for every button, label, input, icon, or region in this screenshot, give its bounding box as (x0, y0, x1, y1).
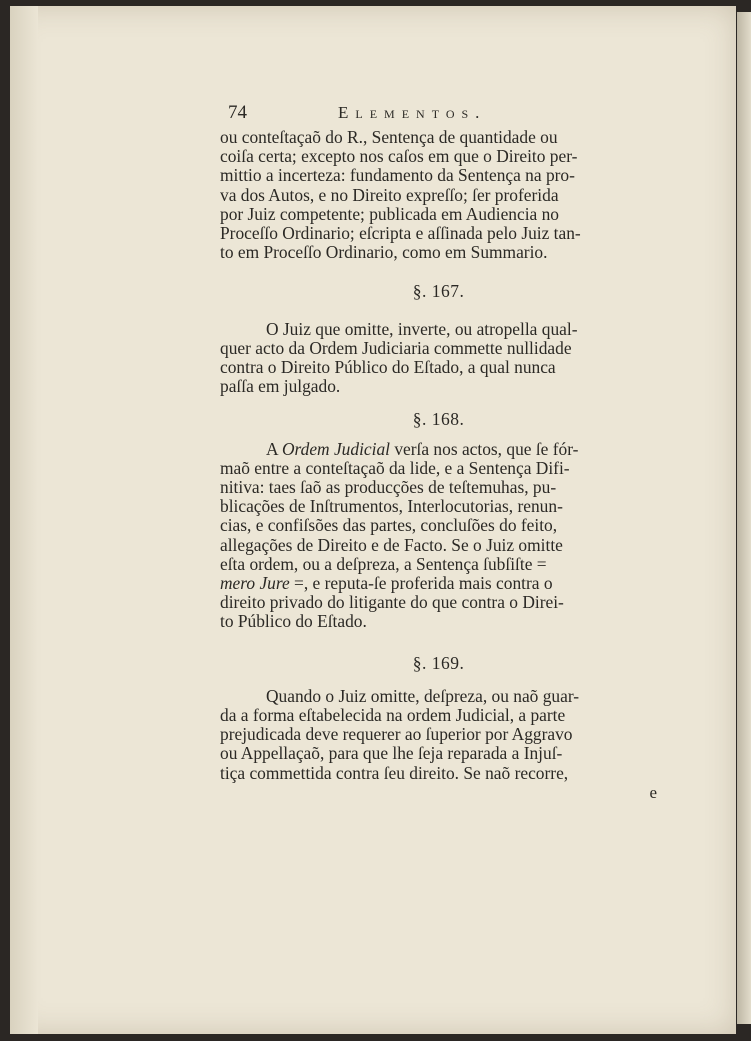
continuation-paragraph (220, 128, 657, 262)
text-line: coiſa certa; excepto nos caſos em que o Direito per- (220, 146, 578, 167)
text-fragment: A (266, 438, 282, 459)
text-line: tiça commettida contra ſeu direito. Se naõ recorre, (220, 762, 569, 783)
page-text-block (220, 98, 657, 803)
section-167-paragraph (220, 320, 657, 397)
text-line: quer acto da Ordem Judiciaria commette nullidade (220, 337, 572, 358)
section-168-paragraph (220, 440, 657, 632)
running-head (220, 98, 657, 128)
text-line: ou conteſtaçaõ do R., Sentença de quantidade ou (220, 127, 558, 147)
text-line: Quando o Juiz omitte, deſpreza, ou naõ guar- (266, 685, 580, 706)
running-title: Elementos. (338, 103, 487, 122)
text-line: mittio a incerteza: fundamento da Sentença na pro- (220, 165, 575, 186)
text-line: direito privado do litigante do que contra o Direi- (220, 592, 564, 613)
text-line: prejudicada deve requerer ao ſuperior por Aggravo (220, 724, 573, 745)
text-line: O Juiz que omitte, inverte, ou atropella qual- (266, 318, 578, 339)
text-line: por Juiz competente; publicada em Audiencia no (220, 203, 560, 224)
text-line: da a forma eſtabelecida na ordem Judicial, a parte (220, 705, 566, 726)
text-line: allegações de Direito e de Facto. Se o Juiz omitte (220, 534, 563, 555)
text-line: blicações de Inſtrumentos, Interlocutorias, renun- (220, 496, 563, 517)
text-line: Proceſſo Ordinario; eſcripta e aſſinada pelo Juiz tan- (220, 223, 581, 244)
text-line (220, 574, 657, 593)
text-line: eſta ordem, ou a deſpreza, a Sentença ſubſiſte = (220, 553, 547, 574)
text-fragment: =, e reputa-ſe proferida mais contra o (289, 573, 553, 594)
next-page-edge (737, 12, 751, 1024)
text-fragment: verſa nos actos, que ſe fór- (389, 438, 579, 459)
italic-term: mero Jure (220, 573, 290, 594)
text-line: nitiva: taes ſaõ as producções de teſtemuhas, pu- (220, 477, 557, 498)
text-line: cias, e confiſsões das partes, concluſões do feito, (220, 515, 558, 536)
catchword: e (649, 782, 657, 802)
text-line: va dos Autos, e no Direito expreſſo; ſer proferida (220, 184, 559, 205)
text-line (220, 440, 657, 459)
section-heading-169: §. 169. (412, 652, 465, 673)
page-gutter-shadow (10, 6, 38, 1034)
text-line: contra o Direito Público do Eſtado, a qual nunca (220, 357, 556, 378)
catchword-row (220, 783, 657, 803)
text-line: to em Proceſſo Ordinario, como em Summario. (220, 242, 548, 263)
italic-term: Ordem Judicial (281, 438, 390, 459)
text-line: to Público do Eſtado. (220, 611, 367, 632)
section-169-paragraph (220, 687, 657, 783)
section-heading-167: §. 167. (412, 281, 465, 302)
section-heading-168: §. 168. (412, 409, 465, 430)
page-number: 74 (228, 102, 247, 123)
text-line: maõ entre a conteſtaçaõ da lide, e a Sentença Difi- (220, 457, 570, 478)
text-line: ou Appellaçaõ, para que lhe ſeja reparada a Injuſ- (220, 743, 563, 764)
text-line: paſſa em julgado. (220, 376, 341, 397)
